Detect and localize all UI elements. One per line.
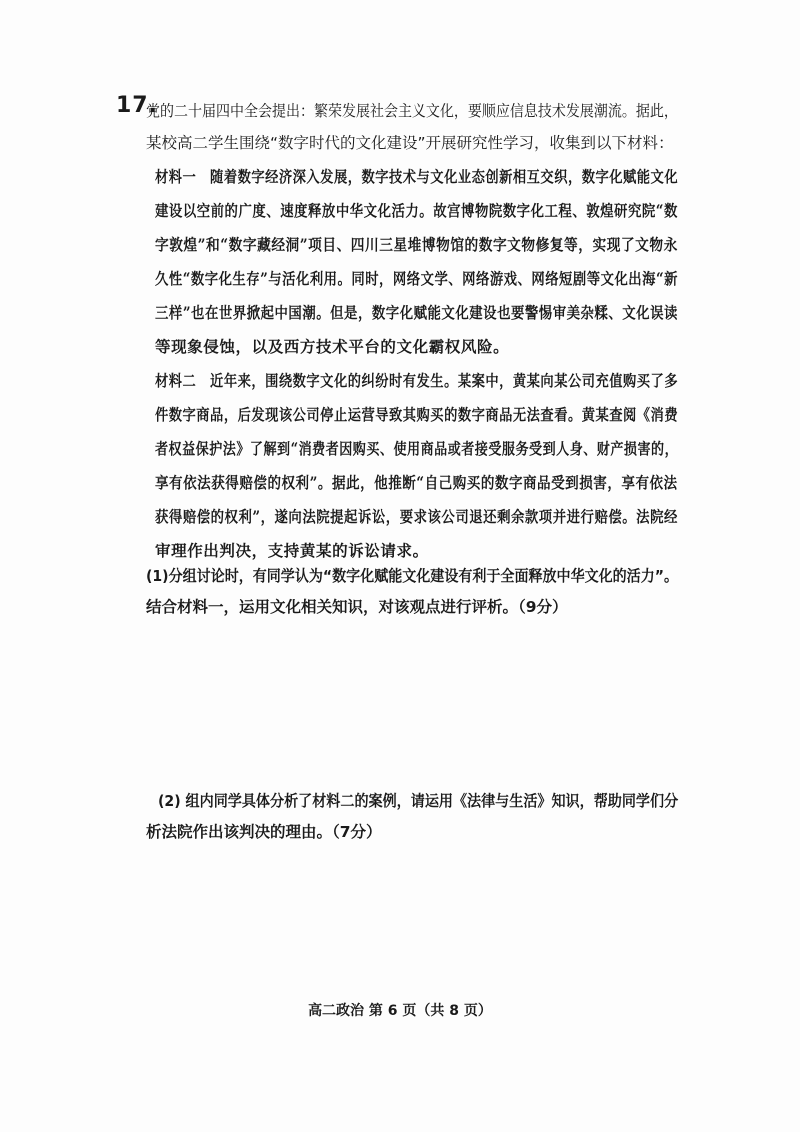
intro-line-1: 党的二十届四中全会提出：繁荣发展社会主义文化，要顺应信息技术发展潮流。据此，	[146, 102, 678, 120]
page-footer: 高二政治 第 6 页（共 8 页）	[308, 1003, 492, 1019]
sub-question-two-line-1: (2) 组内同学具体分析了材料二的案例，请运用《法律与生活》知识，帮助同学们分	[158, 792, 679, 810]
material-one-line-5: 三样”也在世界掀起中国潮。但是，数字化赋能文化建设也要警惕审美杂糅、文化误读	[155, 303, 678, 322]
material-two-line-3: 者权益保护法》了解到“消费者因购买、使用商品或者接受服务受到人身、财产损害的，	[155, 439, 679, 458]
material-one-line-3: 字敦煌”和“数字藏经洞”项目、四川三星堆博物馆的数字文物修复等，实现了文物永	[155, 235, 678, 254]
material-one-line-4: 久性“数字化生存”与活化利用。同时，网络文学、网络游戏、网络短剧等文化出海“新	[155, 269, 679, 288]
material-two-line-6: 审理作出判决，支持黄某的诉讼请求。	[155, 541, 429, 560]
sub-question-one-line-2: 结合材料一，运用文化相关知识，对该观点进行评析。（9分）	[146, 598, 568, 616]
material-two-line-2: 件数字商品，后发现该公司停止运营导致其购买的数字商品无法查看。黄某查阅《消费	[155, 405, 679, 424]
material-one-line-1: 材料一 随着数字经济深入发展，数字技术与文化业态创新相互交织，数字化赋能文化	[155, 167, 679, 186]
sub-question-two-line-2: 析法院作出该判决的理由。（7分）	[146, 823, 382, 841]
question-number: 17.	[116, 93, 158, 118]
material-one-line-6: 等现象侵蚀，以及西方技术平台的文化霸权风险。	[155, 337, 510, 356]
intro-line-2: 某校高二学生围绕“数字时代的文化建设”开展研究性学习，收集到以下材料：	[146, 134, 674, 152]
material-one-line-2: 建设以空前的广度、速度释放中华文化活力。故宫博物院数字化工程、敦煌研究院“数	[155, 201, 678, 220]
material-two-line-5: 获得赔偿的权利”，遂向法院提起诉讼，要求该公司退还剩余款项并进行赔偿。法院经	[155, 507, 678, 526]
material-two-line-4: 享有依法获得赔偿的权利”。据此，他推断“自己购买的数字商品受到损害，享有依法	[155, 473, 678, 492]
material-two-line-1: 材料二 近年来，围绕数字文化的纠纷时有发生。某案中，黄某向某公司充值购买了多	[155, 371, 679, 390]
sub-question-one-line-1: (1)分组讨论时，有同学认为“数字化赋能文化建设有利于全面释放中华文化的活力”。	[146, 567, 678, 585]
